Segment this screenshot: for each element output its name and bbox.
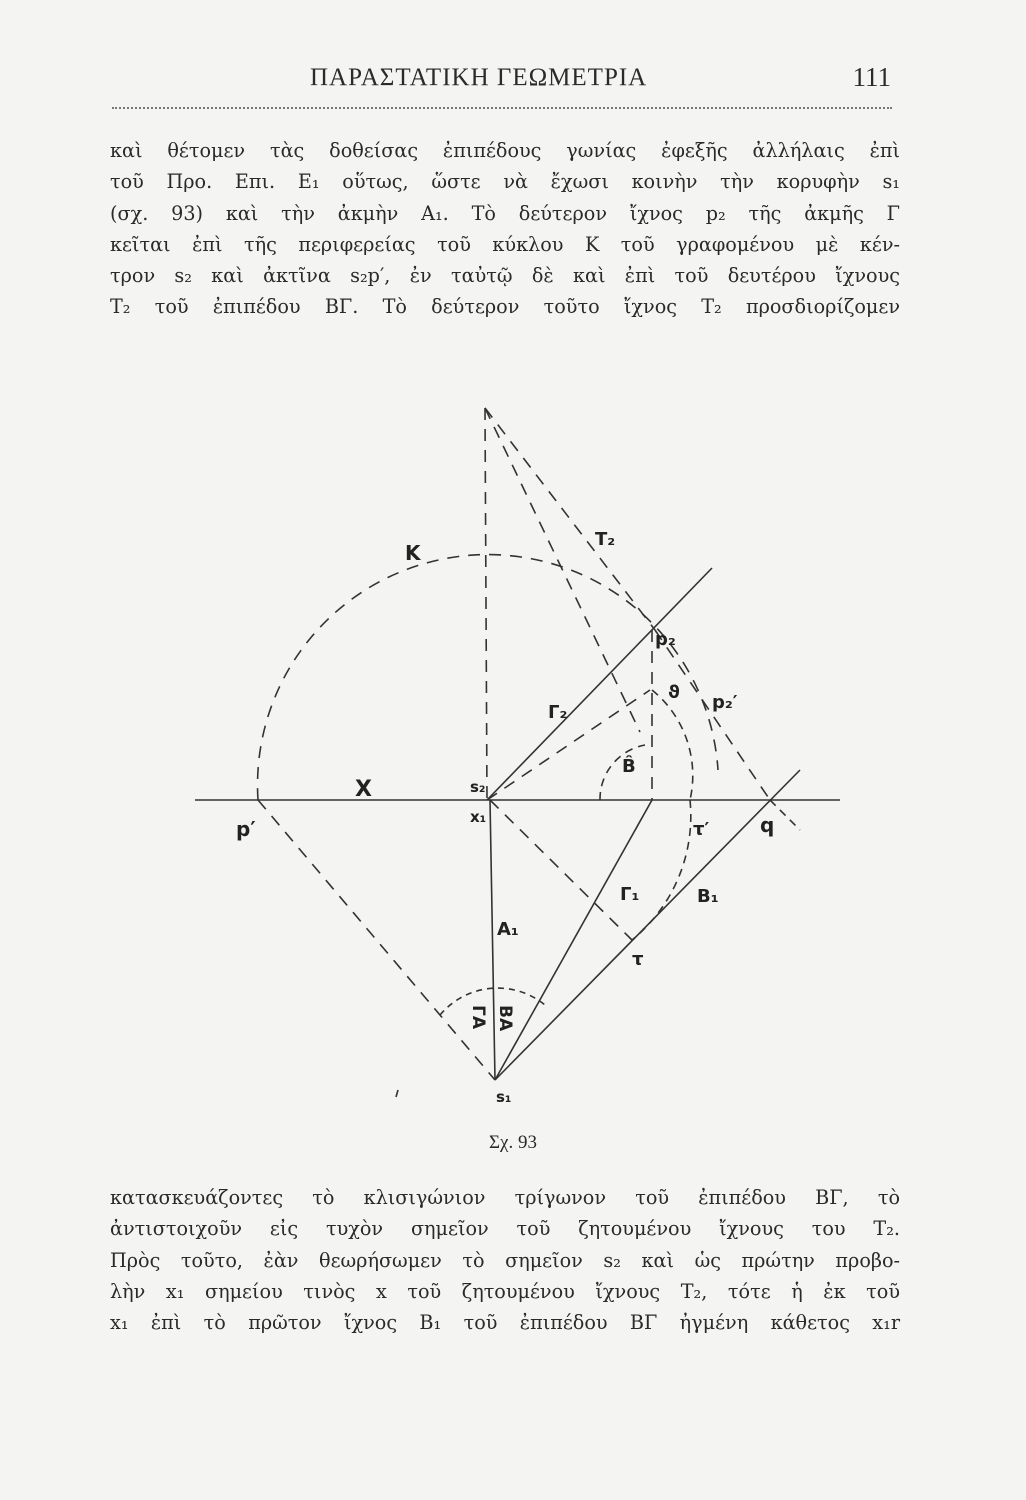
label-p2: p₂ bbox=[655, 629, 676, 650]
label-pprime: p′ bbox=[236, 817, 256, 841]
text-line: τρον s₂ καὶ ἀκτῖνα s₂p′, ἐν ταὐτῷ δὲ καὶ ἐπὶ τοῦ δευτέρου ἴχνους bbox=[110, 264, 900, 288]
text-line: ἀντιστοιχοῦν εἰς τυχὸν σημεῖον τοῦ ζητουμένου ἴχνους του Τ₂. bbox=[110, 1217, 900, 1241]
dashed-top-to-angle bbox=[485, 408, 640, 732]
label-tau: τ bbox=[632, 949, 644, 970]
trace-t2-extension bbox=[655, 630, 770, 800]
line-pprime-s1 bbox=[258, 800, 495, 1080]
trace-t2-line bbox=[485, 408, 655, 630]
line-gamma1 bbox=[495, 800, 652, 1080]
circle-k-arc bbox=[258, 555, 718, 800]
arc-p2prime bbox=[652, 690, 693, 800]
label-ba: BA bbox=[495, 1005, 515, 1032]
text-line: τοῦ Προ. Επι. Ε₁ οὕτως, ὥστε νὰ ἔχωσι κοινὴν τὴν κορυφὴν s₁ bbox=[110, 170, 900, 194]
label-s1: s₁ bbox=[496, 1088, 512, 1106]
line-b1 bbox=[495, 770, 800, 1080]
label-p2prime: p₂′ bbox=[712, 692, 738, 713]
running-title: ΠΑΡΑΣΤΑΤΙΚΗ ΓΕΩΜΕΤΡΙΑ bbox=[310, 64, 648, 91]
text-line: (σχ. 93) καὶ τὴν ἀκμὴν Α₁. Τὸ δεύτερον ἴχνος p₂ τῆς ἀκμῆς Γ bbox=[110, 201, 900, 225]
edge-a1-line bbox=[490, 800, 495, 1080]
angle-arc-s1 bbox=[440, 988, 545, 1015]
text-line: κεῖται ἐπὶ τῆς περιφερείας τοῦ κύκλου Κ τοῦ γραφομένου μὲ κέν- bbox=[110, 232, 900, 256]
vertical-dashed-upper bbox=[485, 408, 487, 800]
figure-caption: Σχ. 93 bbox=[489, 1132, 537, 1153]
label-x: X bbox=[355, 777, 372, 802]
text-line: λὴν x₁ σημείου τινὸς x τοῦ ζητουμένου ἴχνους Τ₂, τότε ἡ ἐκ τοῦ bbox=[110, 1279, 900, 1303]
page-number: 111 bbox=[852, 62, 891, 92]
label-ga: ΓA bbox=[468, 1005, 488, 1029]
label-x1: x₁ bbox=[470, 808, 487, 826]
small-tick bbox=[396, 1090, 398, 1097]
label-q: q bbox=[760, 813, 775, 837]
label-g1: Γ₁ bbox=[620, 884, 640, 905]
text-line: καὶ θέτομεν τὰς δοθείσας ἐπιπέδους γωνίας ἐφεξῆς ἀλλήλαις ἐπὶ bbox=[110, 139, 900, 162]
label-s2: s₂ bbox=[470, 778, 486, 796]
label-theta: ϑ bbox=[668, 682, 680, 703]
dashed-s2-to-p2 bbox=[487, 690, 650, 800]
label-b-angle: B̂ bbox=[622, 756, 636, 777]
label-g2: Γ₂ bbox=[548, 702, 568, 723]
label-k: K bbox=[405, 541, 421, 565]
text-line: Πρὸς τοῦτο, ἐὰν θεωρήσωμεν τὸ σημεῖον s₂ καὶ ὡς πρώτην προβο- bbox=[110, 1248, 900, 1272]
label-a1: A₁ bbox=[497, 919, 519, 940]
bottom-paragraph bbox=[110, 1182, 900, 1338]
label-tau-prime: τ′ bbox=[693, 819, 710, 840]
text-line: Τ₂ τοῦ ἐπιπέδου ΒΓ. Τὸ δεύτερον τοῦτο ἴχνος Τ₂ προσδιορίζομεν bbox=[110, 295, 900, 319]
label-t2: T₂ bbox=[595, 529, 616, 550]
text-line: κατασκευάζοντες τὸ κλισιγώνιον τρίγωνον τοῦ ἐπιπέδου ΒΓ, τὸ bbox=[110, 1186, 900, 1209]
text-line: x₁ ἐπὶ τὸ πρῶτον ἴχνος Β₁ τοῦ ἐπιπέδου ΒΓ ἠγμένη κάθετος x₁r bbox=[110, 1311, 900, 1335]
label-b1: B₁ bbox=[697, 886, 719, 907]
dashed-near-q bbox=[770, 800, 800, 830]
